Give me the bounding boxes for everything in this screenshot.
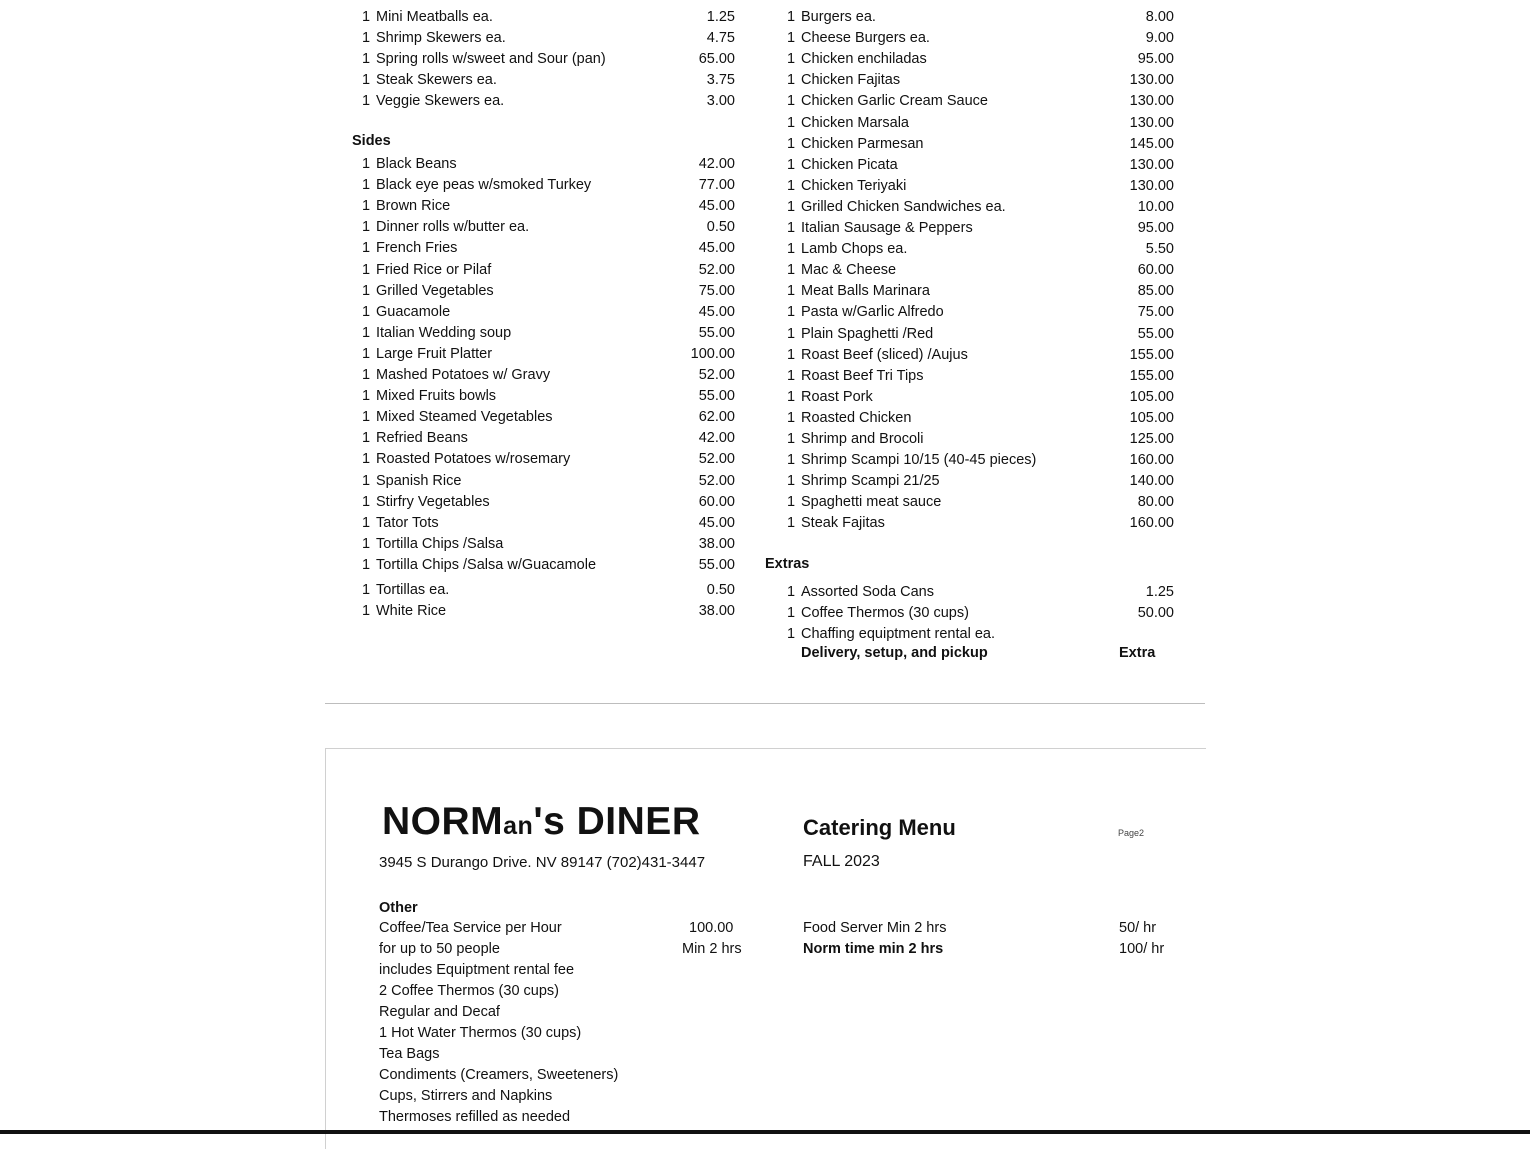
item-quantity: 1 xyxy=(787,262,796,279)
item-price: 42.00 xyxy=(698,430,735,447)
item-name: Stirfry Vegetables xyxy=(376,493,490,510)
item-name: Steak Skewers ea. xyxy=(376,72,497,89)
other-line: Regular and Decaf xyxy=(379,1004,500,1020)
other-line: 1 Hot Water Thermos (30 cups) xyxy=(379,1025,582,1041)
item-price: 10.00 xyxy=(1137,198,1174,215)
item-quantity: 1 xyxy=(787,135,796,152)
item-name: Roast Pork xyxy=(801,388,873,405)
item-price: 45.00 xyxy=(698,198,735,215)
item-quantity: 1 xyxy=(787,220,796,236)
item-quantity: 1 xyxy=(787,30,796,47)
item-quantity: 1 xyxy=(787,346,796,363)
menu-row xyxy=(0,366,1530,386)
other-line: for up to 50 people xyxy=(379,941,500,957)
menu-row xyxy=(0,28,1530,48)
item-name: Shrimp Scampi 21/25 xyxy=(801,473,940,490)
menu-row xyxy=(0,197,1530,217)
menu-row xyxy=(0,218,1530,238)
item-quantity: 1 xyxy=(787,325,796,342)
item-quantity: 1 xyxy=(787,72,796,89)
item-quantity: 1 xyxy=(787,198,796,215)
item-price: 140.00 xyxy=(1129,473,1174,490)
item-price: 85.00 xyxy=(1137,283,1174,300)
menu-row xyxy=(0,492,1530,512)
item-quantity: 1 xyxy=(362,345,371,362)
item-name: Spanish Rice xyxy=(376,472,462,489)
delivery-value: Extra xyxy=(1119,645,1156,661)
item-price: 50.00 xyxy=(1137,605,1174,621)
item-name: Chicken Marsala xyxy=(801,114,909,131)
item-name: Roast Beef Tri Tips xyxy=(801,367,924,384)
item-name: Grilled Chicken Sandwiches ea. xyxy=(801,198,1006,215)
diner-address: 3945 S Durango Drive. NV 89147 (702)431-3447 xyxy=(379,854,706,871)
menu-season: FALL 2023 xyxy=(803,853,880,870)
menu-row xyxy=(0,624,1530,644)
item-price: 145.00 xyxy=(1129,135,1174,152)
item-name: Chicken Picata xyxy=(801,156,898,173)
item-price: 100.00 xyxy=(690,345,735,362)
item-price: 105.00 xyxy=(1129,388,1174,405)
item-quantity: 1 xyxy=(787,626,796,642)
item-price: 75.00 xyxy=(1137,304,1174,321)
menu-row xyxy=(0,155,1530,175)
norm-time-label: Norm time min 2 hrs xyxy=(803,941,944,957)
item-name: Tortilla Chips /Salsa w/Guacamole xyxy=(376,556,597,573)
item-price: 125.00 xyxy=(1129,431,1174,447)
page-divider xyxy=(325,703,1205,704)
item-name: Roasted Potatoes w/rosemary xyxy=(376,451,571,468)
item-name: Shrimp and Brocoli xyxy=(801,431,924,447)
item-quantity: 1 xyxy=(362,582,371,598)
item-quantity: 1 xyxy=(362,451,371,468)
menu-row xyxy=(0,7,1530,27)
item-quantity: 1 xyxy=(787,473,796,490)
item-price: 52.00 xyxy=(698,367,735,383)
menu-row xyxy=(0,534,1530,554)
diner-title-small: an xyxy=(503,812,534,840)
item-price: 60.00 xyxy=(1137,262,1174,279)
menu-row xyxy=(0,408,1530,428)
coffee-min: Min 2 hrs xyxy=(682,941,742,957)
item-price: 60.00 xyxy=(698,493,735,510)
item-name: Chaffing equiptment rental ea. xyxy=(801,626,996,642)
item-name: Italian Wedding soup xyxy=(376,324,512,341)
item-price: 0.50 xyxy=(706,582,735,598)
item-quantity: 1 xyxy=(362,156,371,172)
bottom-edge-bar xyxy=(0,1130,1530,1134)
menu-row xyxy=(0,345,1530,365)
item-price: 75.00 xyxy=(698,282,735,299)
item-price: 8.00 xyxy=(1145,9,1174,25)
item-quantity: 1 xyxy=(362,72,371,89)
other-line: Condiments (Creamers, Sweeteners) xyxy=(379,1067,619,1083)
item-quantity: 1 xyxy=(787,388,796,405)
item-name: Mashed Potatoes w/ Gravy xyxy=(376,367,551,383)
item-quantity: 1 xyxy=(362,535,371,552)
item-name: Black eye peas w/smoked Turkey xyxy=(376,177,592,194)
item-name: Shrimp Scampi 10/15 (40-45 pieces) xyxy=(801,452,1037,469)
menu-row xyxy=(0,603,1530,623)
item-price: 5.50 xyxy=(1145,241,1174,258)
item-quantity: 1 xyxy=(787,283,796,300)
item-quantity: 1 xyxy=(362,177,371,194)
item-quantity: 1 xyxy=(787,431,796,447)
item-quantity: 1 xyxy=(787,494,796,511)
other-line: Coffee/Tea Service per Hour xyxy=(379,920,562,936)
item-quantity: 1 xyxy=(362,198,371,215)
item-name: Chicken Teriyaki xyxy=(801,177,907,194)
item-price: 55.00 xyxy=(1137,325,1174,342)
item-price: 65.00 xyxy=(698,51,735,68)
item-quantity: 1 xyxy=(362,282,371,299)
item-quantity: 1 xyxy=(362,303,371,320)
item-quantity: 1 xyxy=(787,584,796,600)
page-number-label: Page2 xyxy=(1118,828,1145,838)
sides-heading: Sides xyxy=(352,133,391,149)
item-quantity: 1 xyxy=(787,452,796,469)
item-price: 55.00 xyxy=(698,388,735,405)
item-quantity: 1 xyxy=(787,114,796,131)
item-quantity: 1 xyxy=(787,177,796,194)
menu-row xyxy=(0,91,1530,111)
item-quantity: 1 xyxy=(362,430,371,447)
menu-row xyxy=(0,429,1530,449)
item-price: 130.00 xyxy=(1129,114,1174,131)
menu-row xyxy=(0,324,1530,344)
item-name: Pasta w/Garlic Alfredo xyxy=(801,304,944,321)
item-quantity: 1 xyxy=(362,367,371,383)
item-name: Meat Balls Marinara xyxy=(801,283,930,300)
menu-row xyxy=(0,450,1530,470)
item-name: Dinner rolls w/butter ea. xyxy=(376,219,530,236)
item-name: Chicken Fajitas xyxy=(801,72,901,89)
item-price: 62.00 xyxy=(698,409,735,426)
item-quantity: 1 xyxy=(362,409,371,426)
item-price: 9.00 xyxy=(1145,30,1174,47)
item-price: 95.00 xyxy=(1137,220,1174,236)
item-quantity: 1 xyxy=(362,603,371,620)
food-server-rate: 50/ hr xyxy=(1119,920,1157,936)
item-name: Mixed Steamed Vegetables xyxy=(376,409,553,426)
item-name: Coffee Thermos (30 cups) xyxy=(801,605,969,621)
item-price: 155.00 xyxy=(1129,367,1174,384)
item-quantity: 1 xyxy=(362,514,371,531)
item-quantity: 1 xyxy=(362,51,371,68)
item-name: Roast Beef (sliced) /Aujus xyxy=(801,346,968,363)
item-name: Roasted Chicken xyxy=(801,409,912,426)
item-name: Chicken Parmesan xyxy=(801,135,924,152)
diner-title-rest: 's DINER xyxy=(533,800,701,843)
menu-row xyxy=(0,260,1530,280)
item-name: Fried Rice or Pilaf xyxy=(376,261,492,278)
other-line: Thermoses refilled as needed xyxy=(379,1109,571,1125)
item-price: 52.00 xyxy=(698,451,735,468)
item-price: 77.00 xyxy=(698,177,735,194)
menu-row xyxy=(0,134,1530,154)
item-price: 45.00 xyxy=(698,303,735,320)
item-price: 1.25 xyxy=(706,9,735,25)
item-name: White Rice xyxy=(376,603,447,620)
item-price: 3.00 xyxy=(706,93,735,110)
item-name: Tator Tots xyxy=(376,514,439,531)
menu-row xyxy=(0,113,1530,133)
item-quantity: 1 xyxy=(362,388,371,405)
item-price: 4.75 xyxy=(706,30,735,47)
extras-heading: Extras xyxy=(765,556,810,572)
item-name: Mac & Cheese xyxy=(801,262,897,279)
item-quantity: 1 xyxy=(787,409,796,426)
menu-row xyxy=(0,176,1530,196)
item-name: Tortilla Chips /Salsa xyxy=(376,535,504,552)
other-line: includes Equiptment rental fee xyxy=(379,962,575,978)
item-quantity: 1 xyxy=(362,556,371,573)
item-quantity: 1 xyxy=(787,241,796,258)
item-price: 0.50 xyxy=(706,219,735,236)
menu-row xyxy=(0,239,1530,259)
item-name: Shrimp Skewers ea. xyxy=(376,30,506,47)
other-line: 2 Coffee Thermos (30 cups) xyxy=(379,983,559,999)
item-price: 130.00 xyxy=(1129,156,1174,173)
item-name: Chicken Garlic Cream Sauce xyxy=(801,93,988,110)
item-price: 45.00 xyxy=(698,514,735,531)
item-name: Lamb Chops ea. xyxy=(801,241,908,258)
item-price: 38.00 xyxy=(698,535,735,552)
diner-title xyxy=(382,800,701,844)
item-name: Spring rolls w/sweet and Sour (pan) xyxy=(376,51,606,68)
other-line: Cups, Stirrers and Napkins xyxy=(379,1088,553,1104)
item-name: Large Fruit Platter xyxy=(376,345,493,362)
menu-row xyxy=(0,513,1530,533)
menu-row xyxy=(0,281,1530,301)
item-price: 160.00 xyxy=(1129,452,1174,469)
menu-row xyxy=(0,582,1530,602)
item-name: Burgers ea. xyxy=(801,9,876,25)
item-price: 45.00 xyxy=(698,240,735,257)
item-name: Veggie Skewers ea. xyxy=(376,93,505,110)
item-price: 3.75 xyxy=(706,72,735,89)
item-price: 52.00 xyxy=(698,261,735,278)
item-name: Chicken enchiladas xyxy=(801,51,927,68)
item-price: 55.00 xyxy=(698,324,735,341)
item-name: Mini Meatballs ea. xyxy=(376,9,493,25)
item-price: 52.00 xyxy=(698,472,735,489)
item-name: Mixed Fruits bowls xyxy=(376,388,497,405)
item-price: 95.00 xyxy=(1137,51,1174,68)
item-quantity: 1 xyxy=(787,156,796,173)
menu-row xyxy=(0,49,1530,69)
item-price: 130.00 xyxy=(1129,93,1174,110)
diner-title-main: NORM xyxy=(382,800,504,843)
item-quantity: 1 xyxy=(787,605,796,621)
item-name: Tortillas ea. xyxy=(376,582,450,598)
item-quantity: 1 xyxy=(787,9,796,25)
menu-row xyxy=(0,471,1530,491)
item-name: Spaghetti meat sauce xyxy=(801,494,942,511)
item-name: Steak Fajitas xyxy=(801,515,885,532)
item-quantity: 1 xyxy=(362,30,371,47)
item-name: Refried Beans xyxy=(376,430,468,447)
catering-menu-title: Catering Menu xyxy=(803,815,956,840)
menu-row xyxy=(0,387,1530,407)
item-quantity: 1 xyxy=(362,493,371,510)
item-price: 160.00 xyxy=(1129,515,1174,532)
item-quantity: 1 xyxy=(787,515,796,532)
item-quantity: 1 xyxy=(787,51,796,68)
item-name: Cheese Burgers ea. xyxy=(801,30,930,47)
item-quantity: 1 xyxy=(362,9,371,25)
item-price: 155.00 xyxy=(1129,346,1174,363)
item-price: 80.00 xyxy=(1137,494,1174,511)
menu-row xyxy=(0,70,1530,90)
item-name: French Fries xyxy=(376,240,458,257)
item-price: 38.00 xyxy=(698,603,735,620)
item-name: Grilled Vegetables xyxy=(376,282,494,299)
item-name: Assorted Soda Cans xyxy=(801,584,934,600)
item-name: Guacamole xyxy=(376,303,451,320)
item-quantity: 1 xyxy=(362,261,371,278)
item-name: Black Beans xyxy=(376,156,457,172)
item-price: 130.00 xyxy=(1129,177,1174,194)
item-price: 1.25 xyxy=(1145,584,1174,600)
menu-row xyxy=(0,302,1530,322)
item-quantity: 1 xyxy=(362,472,371,489)
item-price: 130.00 xyxy=(1129,72,1174,89)
delivery-label: Delivery, setup, and pickup xyxy=(801,645,988,661)
coffee-price: 100.00 xyxy=(689,920,734,936)
item-name: Plain Spaghetti /Red xyxy=(801,325,934,342)
item-quantity: 1 xyxy=(362,324,371,341)
other-heading: Other xyxy=(379,900,418,916)
food-server-label: Food Server Min 2 hrs xyxy=(803,920,947,936)
other-line: Tea Bags xyxy=(379,1046,440,1062)
item-quantity: 1 xyxy=(362,93,371,110)
norm-time-rate: 100/ hr xyxy=(1119,941,1165,957)
item-name: Brown Rice xyxy=(376,198,451,215)
item-quantity: 1 xyxy=(362,240,371,257)
item-price: 55.00 xyxy=(698,556,735,573)
item-quantity: 1 xyxy=(362,219,371,236)
item-quantity: 1 xyxy=(787,367,796,384)
item-name: Italian Sausage & Peppers xyxy=(801,220,973,236)
item-price: 42.00 xyxy=(698,156,735,172)
item-price: 105.00 xyxy=(1129,409,1174,426)
item-quantity: 1 xyxy=(787,93,796,110)
item-quantity: 1 xyxy=(787,304,796,321)
